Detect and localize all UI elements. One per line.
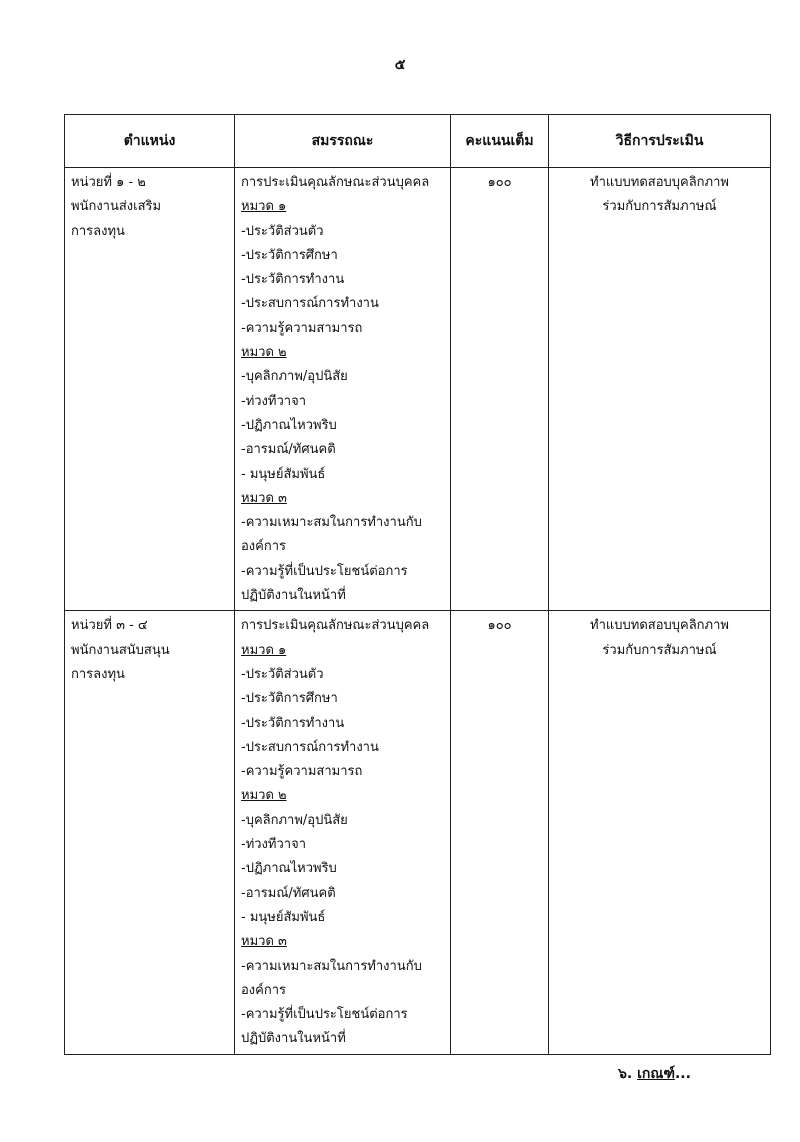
competency-line: -บุคลิกภาพ/อุปนิสัย	[241, 369, 348, 385]
category-heading: หมวด ๓	[241, 934, 287, 950]
competency-line: -อารมณ์/ทัศนคติ	[241, 885, 336, 901]
category-heading: หมวด ๒	[241, 788, 287, 804]
score-cell	[451, 611, 549, 1054]
header-position: ตำแหน่ง	[65, 115, 235, 168]
competency-line: องค์การ	[241, 982, 287, 998]
method-line: ทำแบบทดสอบบุคลิกภาพ	[590, 618, 729, 634]
competency-line: -ความรู้ความสามารถ	[241, 764, 363, 780]
competency-line: องค์การ	[241, 539, 287, 555]
competency-cell	[235, 611, 451, 1054]
competency-line: -ท่วงทีวาจา	[241, 393, 306, 409]
method-line: ร่วมกับการสัมภาษณ์	[602, 199, 717, 215]
category-heading: หมวด ๑	[241, 199, 287, 215]
table-header-row	[65, 115, 771, 168]
full-score: ๑๐๐	[487, 175, 512, 190]
method-cell	[549, 611, 771, 1054]
competency-line: -ประวัติการศึกษา	[241, 247, 338, 263]
competency-line: -อารมณ์/ทัศนคติ	[241, 442, 336, 458]
competency-line: ปฏิบัติงานในหน้าที่	[241, 588, 346, 604]
table-row	[65, 611, 771, 1054]
header-full-score: คะแนนเต็ม	[451, 115, 549, 168]
competency-line: -ความเหมาะสมในการทำงานกับ	[241, 958, 422, 974]
position-line: พนักงานสนับสนุน	[71, 642, 170, 658]
competency-line: ปฏิบัติงานในหน้าที่	[241, 1031, 346, 1047]
competency-line: -ปฏิภาณไหวพริบ	[241, 861, 337, 877]
competency-line: -ปฏิภาณไหวพริบ	[241, 417, 337, 433]
competency-line: - มนุษย์สัมพันธ์	[241, 466, 326, 482]
competency-line: -ความรู้ความสามารถ	[241, 320, 363, 336]
position-line: หน่วยที่ ๓ - ๔	[71, 618, 148, 634]
method-line: ทำแบบทดสอบบุคลิกภาพ	[590, 175, 729, 190]
competency-cell	[235, 168, 451, 611]
competency-line: -ประสบการณ์การทำงาน	[241, 739, 379, 755]
competency-line: -ความรู้ที่เป็นประโยชน์ต่อการ	[241, 563, 408, 579]
footer-prefix: ๖.	[618, 1066, 638, 1082]
method-line: ร่วมกับการสัมภาษณ์	[602, 642, 717, 658]
footer-underlined: เกณฑ์	[637, 1066, 675, 1082]
full-score: ๑๐๐	[487, 618, 512, 634]
footer-continuation	[618, 1063, 691, 1085]
position-line: หน่วยที่ ๑ - ๒	[71, 175, 146, 190]
competency-line: -ความรู้ที่เป็นประโยชน์ต่อการ	[241, 1007, 408, 1023]
competency-line: -ประวัติการศึกษา	[241, 691, 338, 707]
position-line: พนักงานส่งเสริม	[71, 199, 162, 215]
competency-line: -ประวัติการทำงาน	[241, 272, 345, 288]
category-heading: หมวด ๓	[241, 490, 287, 506]
score-cell	[451, 168, 549, 611]
position-cell	[65, 168, 235, 611]
competency-line: -ประวัติการทำงาน	[241, 715, 345, 731]
competency-line: การประเมินคุณลักษณะส่วนบุคคล	[241, 618, 430, 634]
position-cell	[65, 611, 235, 1054]
page-number: ๕	[394, 57, 406, 73]
competency-line: -บุคลิกภาพ/อุปนิสัย	[241, 812, 348, 828]
competency-line: -ท่วงทีวาจา	[241, 837, 306, 853]
competency-line: -ประวัติส่วนตัว	[241, 223, 324, 239]
competency-line: -ประวัติส่วนตัว	[241, 666, 324, 682]
position-line: การลงทุน	[71, 666, 125, 682]
header-assessment-method: วิธีการประเมิน	[549, 115, 771, 168]
competency-line: การประเมินคุณลักษณะส่วนบุคคล	[241, 175, 430, 190]
category-heading: หมวด ๑	[241, 642, 287, 658]
competency-line: -ประสบการณ์การทำงาน	[241, 296, 379, 312]
competency-line: - มนุษย์สัมพันธ์	[241, 909, 326, 925]
assessment-table	[64, 114, 771, 1055]
competency-line: -ความเหมาะสมในการทำงานกับ	[241, 515, 422, 531]
position-line: การลงทุน	[71, 223, 125, 239]
table-row	[65, 168, 771, 611]
category-heading: หมวด ๒	[241, 345, 287, 361]
method-cell	[549, 168, 771, 611]
header-competency: สมรรถณะ	[235, 115, 451, 168]
footer-suffix: ...	[674, 1066, 691, 1082]
